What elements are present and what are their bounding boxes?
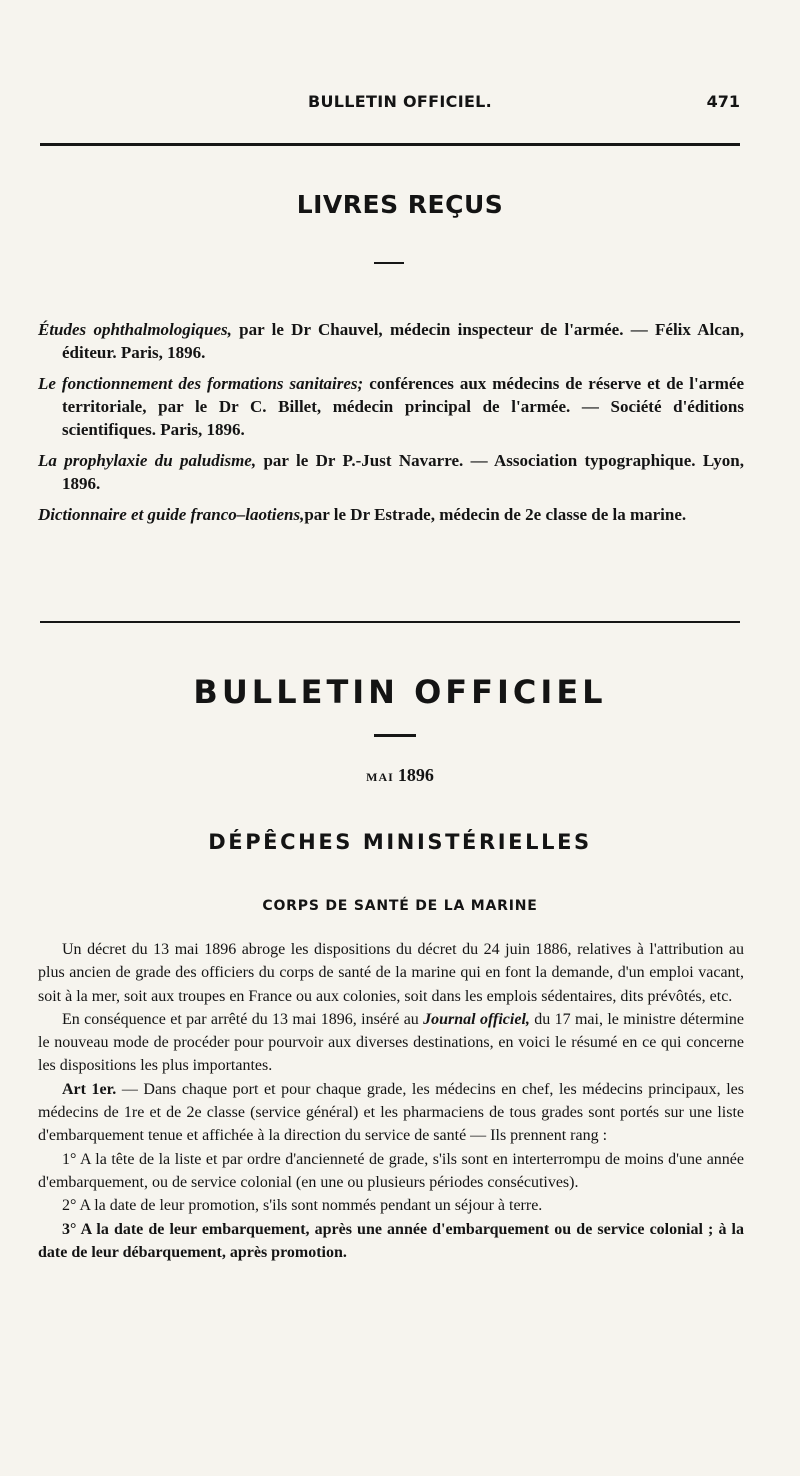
issue-year: 1896 bbox=[397, 765, 434, 785]
book-title: Études ophthalmologiques, bbox=[38, 320, 232, 339]
book-details: par le Dr P.-Just Navarre. — Association typographique. Lyon, 1896. bbox=[62, 451, 744, 493]
book-entry bbox=[38, 318, 744, 364]
book-title: Dictionnaire et guide franco–laotiens, bbox=[38, 505, 305, 524]
text-run: En conséquence et par arrêté du 13 mai 1896, inséré au bbox=[62, 1010, 424, 1028]
corps-title: CORPS DE SANTÉ DE LA MARINE bbox=[262, 898, 538, 914]
book-details: par le Dr Chauvel, médecin inspecteur de l'armée. — Félix Alcan, éditeur. Paris, 1896. bbox=[62, 320, 744, 362]
body-text bbox=[38, 938, 744, 1264]
book-title: La prophylaxie du paludisme, bbox=[38, 451, 257, 470]
book-entry bbox=[38, 449, 744, 495]
journal-reference: Journal officiel, bbox=[423, 1010, 530, 1028]
section-rule bbox=[40, 621, 740, 623]
title-dash bbox=[374, 262, 404, 264]
issue-date bbox=[0, 765, 800, 786]
running-head bbox=[40, 92, 740, 116]
livres-recus-title: LIVRES REÇUS bbox=[296, 190, 504, 219]
book-details: conférences aux médecins de réserve et de l'armée territoriale, par le Dr C. Billet, médecin principal de l'armée. — Société d'éditions scientifiques. Paris, 1896. bbox=[62, 374, 744, 439]
issue-month: MAI bbox=[366, 770, 394, 784]
paragraph bbox=[38, 1078, 744, 1148]
list-item: 3° A la date de leur embarquement, après une année d'embarquement ou de service colonial ; à la date de leur débarquement, après promotion. bbox=[38, 1220, 744, 1261]
book-entry bbox=[38, 503, 744, 526]
book-entry bbox=[38, 372, 744, 441]
bulletin-title: BULLETIN OFFICIEL bbox=[193, 673, 607, 711]
list-item: 2° A la date de leur promotion, s'ils sont nommés pendant un séjour à terre. bbox=[62, 1197, 543, 1215]
list-item: 1° A la tête de la liste et par ordre d'ancienneté de grade, s'ils sont en interterrompu de moins d'une année d'embarquement, ou de service colonial (en une ou plusieurs périodes consécutives). bbox=[38, 1150, 744, 1191]
paragraph bbox=[38, 1008, 744, 1078]
page-number: 471 bbox=[706, 92, 740, 111]
title-dash bbox=[374, 734, 416, 737]
article-label: Art 1er. bbox=[62, 1080, 117, 1098]
running-title: BULLETIN OFFICIEL. bbox=[308, 92, 493, 111]
book-title: Le fonctionnement des formations sanitaires; bbox=[38, 374, 364, 393]
header-rule bbox=[40, 143, 740, 146]
book-details: par le Dr Estrade, médecin de 2e classe de la marine. bbox=[304, 505, 687, 524]
depeches-title: DÉPÊCHES MINISTÉRIELLES bbox=[208, 830, 592, 854]
article-text: — Dans chaque port et pour chaque grade, les médecins en chef, les médecins principaux, les médecins de 1re et de 2e classe (service général) et les pharmaciens de tous grades sont portés sur une liste d'embarquement tenue et affichée à la direction du service de santé — Ils prennent rang : bbox=[38, 1080, 745, 1145]
paragraph: Un décret du 13 mai 1896 abroge les dispositions du décret du 24 juin 1886, relatives à l'attribution au plus ancien de grade des officiers du corps de santé de la marine qui en font la demande, d'un emploi vacant, soit à la mer, soit aux troupes en France ou aux colonies, soit dans les emplois sédentaires, dits prévôtés, etc. bbox=[38, 941, 744, 1005]
book-list bbox=[38, 318, 744, 534]
text-run: du 17 mai, le ministre détermine le nouveau mode de procéder pour pourvoir aux diverses destinations, en voici le résumé en ce qui concerne les dispositions les plus importantes. bbox=[38, 1010, 745, 1075]
